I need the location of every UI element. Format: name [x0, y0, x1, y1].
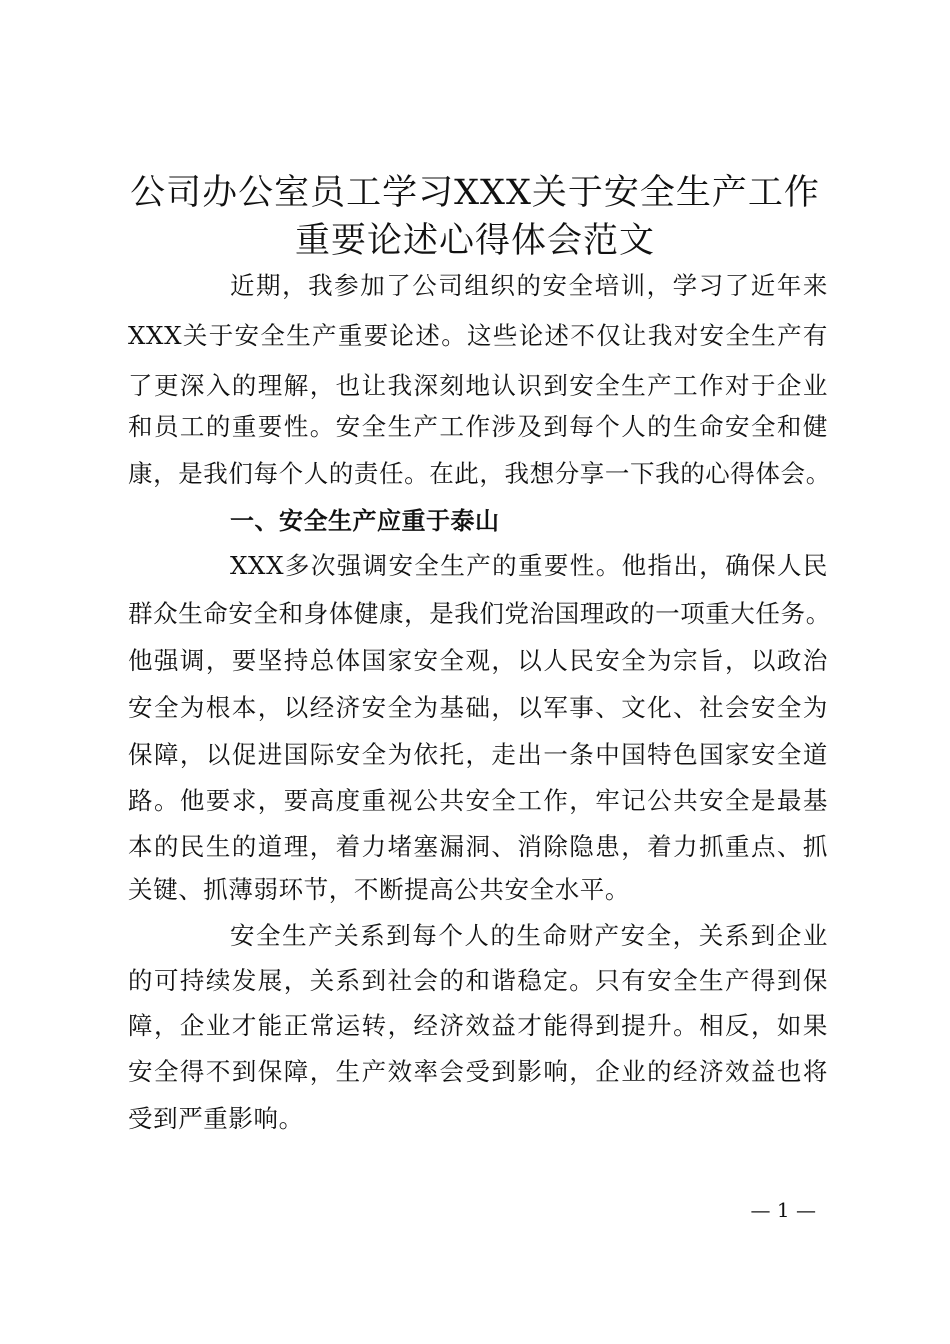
paragraph-1-line-3: 了更深入的理解，也让我深刻地认识到安全生产工作对于企业	[128, 371, 828, 400]
paragraph-2-line-6: 路。他要求，要高度重视公共安全工作，牢记公共安全是最基	[128, 786, 828, 815]
page-number: — 1 —	[750, 1198, 816, 1222]
document-title-line-1: 公司办公室员工学习XXX关于安全生产工作	[130, 173, 820, 213]
paragraph-1-line-1: 近期，我参加了公司组织的安全培训，学习了近年来	[230, 271, 828, 300]
section-heading-1: 一、安全生产应重于泰山	[230, 507, 500, 535]
paragraph-1-line-2: XXX关于安全生产重要论述。这些论述不仅让我对安全生产有	[128, 321, 828, 350]
paragraph-2-line-4: 安全为根本，以经济安全为基础，以军事、文化、社会安全为	[128, 693, 828, 722]
paragraph-1-line-5: 康，是我们每个人的责任。在此，我想分享一下我的心得体会。	[128, 459, 831, 488]
paragraph-2-line-1: XXX多次强调安全生产的重要性。他指出，确保人民	[230, 551, 828, 580]
paragraph-2-line-7: 本的民生的道理，着力堵塞漏洞、消除隐患，着力抓重点、抓	[128, 832, 828, 861]
paragraph-3-line-4: 安全得不到保障，生产效率会受到影响，企业的经济效益也将	[128, 1057, 828, 1086]
paragraph-3-line-1: 安全生产关系到每个人的生命财产安全，关系到企业	[230, 921, 828, 950]
paragraph-1-line-4: 和员工的重要性。安全生产工作涉及到每个人的生命安全和健	[128, 412, 828, 441]
paragraph-3-line-3: 障，企业才能正常运转，经济效益才能得到提升。相反，如果	[128, 1011, 828, 1040]
paragraph-2-line-2: 群众生命安全和身体健康，是我们党治国理政的一项重大任务。	[128, 599, 831, 628]
paragraph-2-line-3: 他强调，要坚持总体国家安全观，以人民安全为宗旨，以政治	[128, 646, 828, 675]
paragraph-3-line-2: 的可持续发展，关系到社会的和谐稳定。只有安全生产得到保	[128, 966, 828, 995]
paragraph-3-line-5: 受到严重影响。	[128, 1104, 304, 1133]
document-title-line-2: 重要论述心得体会范文	[294, 221, 655, 261]
paragraph-2-line-8: 关键、抓薄弱环节，不断提高公共安全水平。	[128, 875, 630, 904]
paragraph-2-line-5: 保障，以促进国际安全为依托，走出一条中国特色国家安全道	[128, 740, 828, 769]
